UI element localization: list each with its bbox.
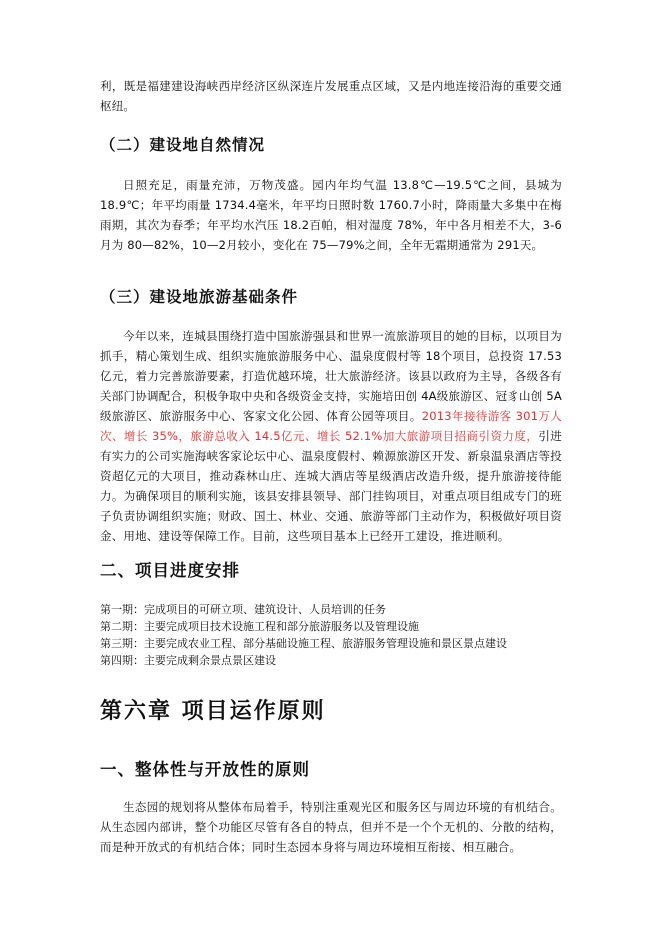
tourism-paragraph: [100, 326, 562, 546]
chapter-title: 第六章 项目运作原则: [100, 698, 326, 724]
section-heading-principle: 一、整体性与开放性的原则: [100, 760, 310, 779]
section-heading-tourism: （三）建设地旅游基础条件: [100, 288, 299, 306]
schedule-phase-3: 第三期：主要完成农业工程、部分基础设施工程、旅游服务管理设施和景区景点建设: [100, 637, 507, 650]
schedule-phase-2: 第二期：主要完成项目技术设施工程和部分旅游服务以及管理设施: [100, 620, 419, 633]
principle-paragraph: 生态园的规划将从整体布局着手，特别注重观光区和服务区与周边环境的有机结合。从生态园内部讲，整个功能区尽管有各自的特点，但并不是一个个无机的、分散的结构，而是种开放式的有机结合体；同时生态园本身将与周边环境相互衔接、相互融合。: [100, 800, 562, 854]
tourism-text-part2: 引进有实力的公司实施海峡客家论坛中心、温泉度假村、赖源旅游区开发、新泉温泉酒店等投资超亿元的大项目，推动森林山庄、连城大酒店等星级酒店改造升级，提升旅游接待能力。为确保项目的顺利实施，该县安排县领导、部门挂钩项目，对重点项目组成专门的班子负责协调组织实施；财政、国土、林业、交通、旅游等部门主动作为，积极做好项目资金、用地、建设等保障工作。目前，这些项目基本上已经开工建设，推进顺利。: [100, 429, 562, 543]
section-heading-schedule: 二、项目进度安排: [100, 561, 240, 580]
tourism-text-part1: 今年以来，连城县围绕打造中国旅游强县和世界一流旅游项目的她的目标，以项目为抓手，精心策划生成、组织实施旅游服务中心、温泉度假村等 18个项目，总投资 17.53亿元，着力完善旅游要素，打造优越环境，壮大旅游经济。该县以政府为主导，各级各有关部门协调配合，积极争取中央和各级资金支持，实施培田创 4A级旅游区、冠豸山创 5A级旅游区、旅游服务中心、客家文化公园、体育公园等项目。: [100, 329, 562, 423]
tourism-stats-highlight: 2013年接待游客 301万人次、增长 35%，旅游总收入 14.5亿元、增长 52.1%加大旅游项目招商引资力度，: [100, 409, 562, 443]
schedule-phase-1: 第一期：完成项目的可研立项、建筑设计、人员培训的任务: [100, 603, 386, 616]
schedule-phase-4: 第四期：主要完成剩余景点景区建设: [100, 654, 276, 667]
nature-paragraph: 日照充足，雨量充沛，万物茂盛。园内年均气温 13.8℃—19.5℃之间，县城为 18.9℃；年平均雨量 1734.4毫米，年平均日照时数 1760.7小时，降雨量大多集中在梅雨期，其次为春季；年平均水汽压 18.2百帕，相对湿度 78%，年中各月相差不大，3-6月为 80—82%，10—2月较小，变化在 75—79%之间，全年无霜期通常为 291天。: [100, 178, 562, 252]
section-heading-nature: （二）建设地自然情况: [100, 136, 266, 154]
intro-fragment: 利，既是福建建设海峡西岸经济区纵深连片发展重点区域，又是内地连接沿海的重要交通枢纽。: [100, 79, 562, 113]
